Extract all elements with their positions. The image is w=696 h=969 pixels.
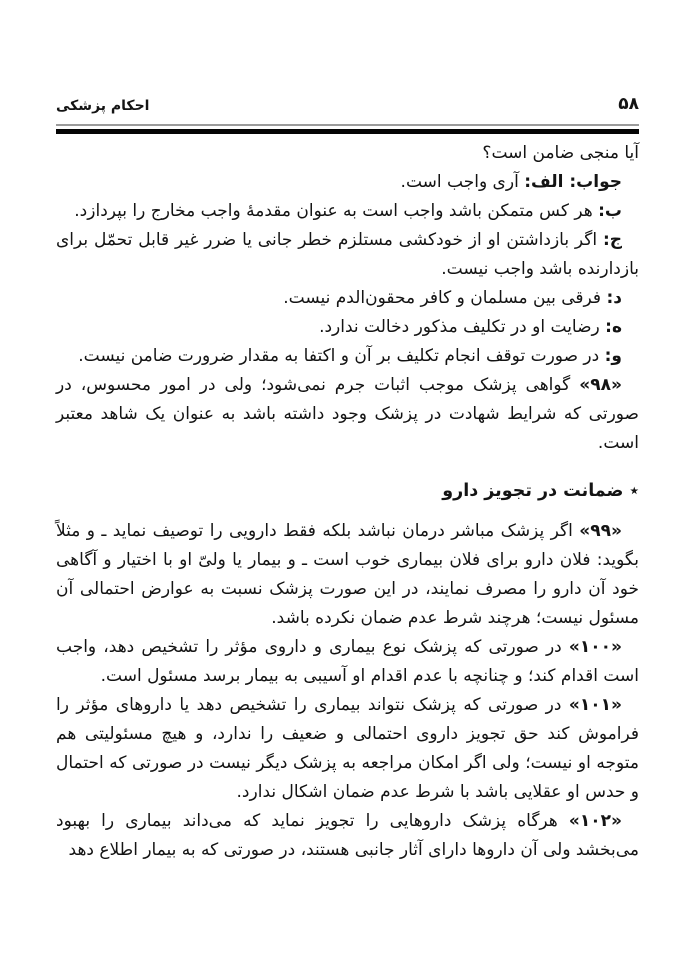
answer-text: اگر بازداشتن او از خودکشی مستلزم خطر جانی یا ضرر غیر قابل تحمّل برای بازدارنده باشد واجب نیست. [56,230,639,279]
section-title: ضمانت در تجویز دارو [442,481,624,501]
ruling-number: «۱۰۰» [568,637,623,657]
section-heading [56,477,639,506]
ruling-number: «۱۰۲» [568,811,622,831]
answer-text: رضایت او در تکلیف مذکور دخالت ندارد. [319,317,600,337]
ruling-text: گواهی پزشک موجب اثبات جرم نمی‌شود؛ ولی در امور محسوس، در صورتی که شرایط شهادت در پزشک وجود داشته باشد به عنوان یک شاهد معتبر است. [56,375,639,453]
question-text: آیا منجی ضامن است؟ [482,143,639,163]
ruling-98 [56,371,639,458]
section-star-icon: ٭ [629,481,639,501]
answer-dal [56,284,639,313]
ruling-text: در صورتی که پزشک نتواند بیماری را تشخیص دهد یا داروهای مؤثر را فراموش کند حق تجویز داروی احتمالی و ضعیف را ندارد، و هیچ مسئولیتی هم متوجه او نیست؛ ولی اگر امکان مراجعه به پزشک دیگر نیست در صورتی که احتمال و حدس او عقلایی باشد با شرط عدم ضمان اشکال ندارد. [56,695,639,802]
ruling-text: اگر پزشک مباشر درمان نباشد بلکه فقط دارویی را توصیف نماید ـ و مثلاً بگوید: فلان دارو برای فلان بیماری خوب است ـ و بیمار یا ولیّ او با اختیار و آگاهی خود آن دارو را مصرف نمایند، در این صورت پزشک نسبت به عوارض احتمالی آن مسئول نیست؛ هرچند شرط عدم ضمان نکرده باشد. [56,521,639,628]
answer-vav [56,342,639,371]
header-rule-thin [56,124,639,126]
ruling-102 [56,807,639,865]
page-body [56,139,639,865]
answer-he [56,313,639,342]
page-header [56,96,639,113]
running-title: احکام پزشکی [56,98,150,114]
answer-label: ه: [605,317,622,337]
answer-label: جواب: الف: [524,172,622,192]
answer-label: د: [606,288,622,308]
question-line [56,139,639,168]
ruling-number: «۹۸» [579,375,622,395]
answer-text: فرقی بین مسلمان و کافر محقون‌الدم نیست. [283,288,602,308]
header-rule [56,124,639,134]
ruling-text: هرگاه پزشک داروهایی را تجویز نماید که می‌داند بیماری را بهبود می‌بخشد ولی آن داروها دارای آثار جانبی هستند، در صورتی که به بیمار اطلاع دهد [56,811,639,860]
ruling-99 [56,517,639,633]
ruling-100 [56,633,639,691]
answer-label: و: [604,346,622,366]
answer-text: در صورت توقف انجام تکلیف بر آن و اکتفا به مقدار ضرورت ضامن نیست. [78,346,600,366]
page-number: ۵۸ [618,94,639,114]
ruling-number: «۹۹» [579,521,622,541]
header-rule-thick [56,129,639,134]
ruling-text: در صورتی که پزشک نوع بیماری و داروی مؤثر را تشخیص دهد، واجب است اقدام کند؛ و چنانچه با عدم اقدام او آسیبی به بیمار برسد مسئول است. [56,637,639,686]
answer-be [56,197,639,226]
answer-text: هر کس متمکن باشد واجب است به عنوان مقدمهٔ واجب مخارج را بپردازد. [74,201,593,221]
answer-jim [56,226,639,284]
answer-label: ج: [602,230,623,250]
answer-label: ب: [598,201,622,221]
answer-text: آری واجب است. [400,172,519,192]
answer-alef [56,168,639,197]
ruling-number: «۱۰۱» [568,695,622,715]
ruling-101 [56,691,639,807]
